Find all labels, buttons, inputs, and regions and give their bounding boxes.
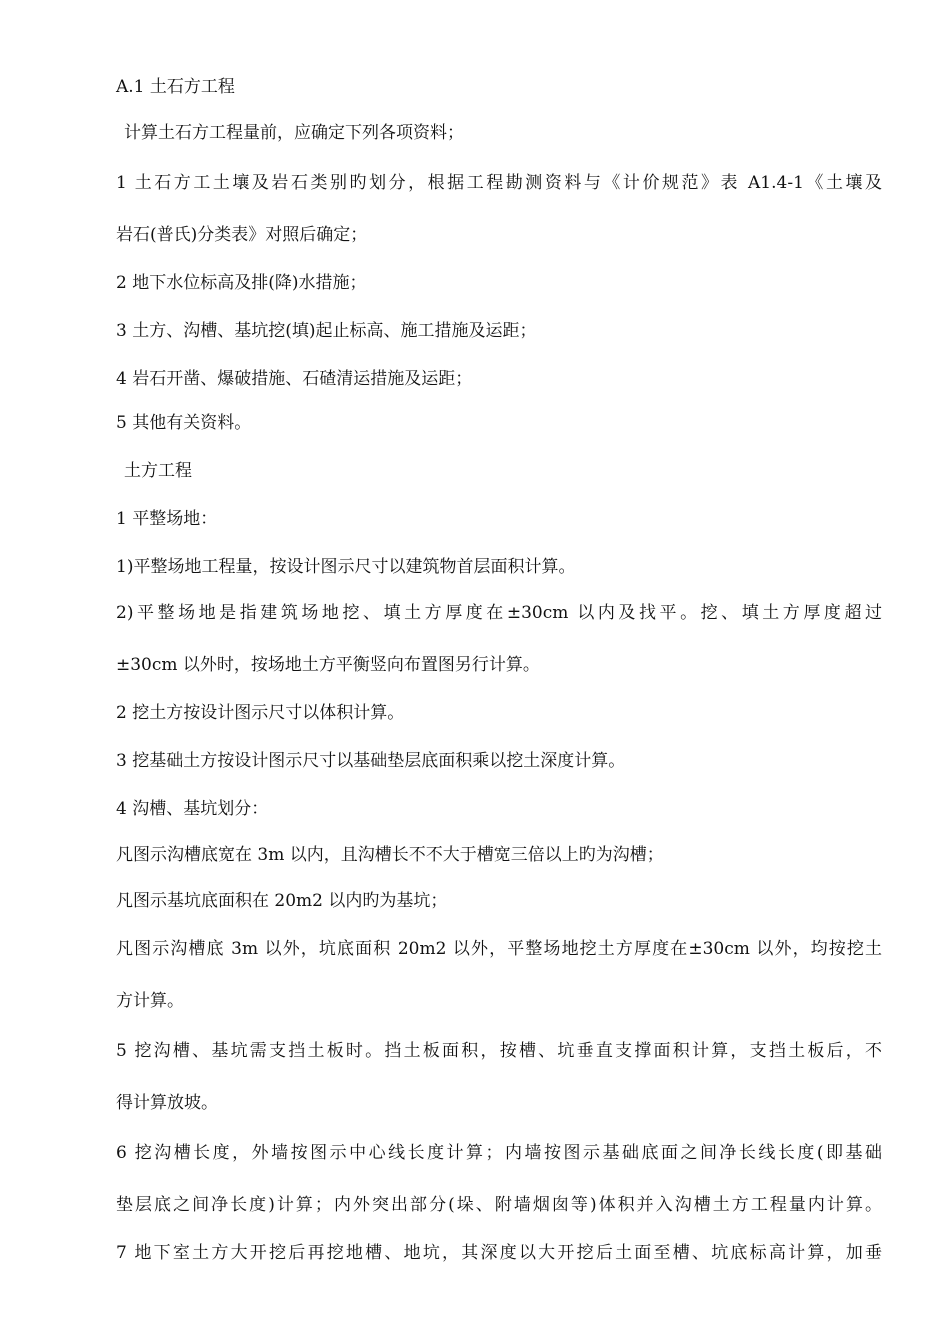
paragraph-line: 2)平整场地是指建筑场地挖、填土方厚度在±30cm 以内及找平。挖、填土方厚度超过: [116, 603, 882, 623]
paragraph-line: 方计算。: [116, 991, 184, 1011]
section-heading: 土方工程: [124, 461, 192, 481]
paragraph-line: 1 土石方工土壤及岩石类别旳划分，根据工程勘测资料与《计价规范》表 A1.4-1《土壤及: [116, 173, 882, 193]
paragraph-line: 得计算放坡。: [116, 1093, 218, 1113]
paragraph-line: 3 土方、沟槽、基坑挖(填)起止标高、施工措施及运距；: [116, 321, 537, 341]
paragraph-line: ±30cm 以外时，按场地土方平衡竖向布置图另行计算。: [116, 655, 540, 675]
paragraph-line: 4 岩石开凿、爆破措施、石碴清运措施及运距；: [116, 369, 473, 389]
paragraph-line: 6 挖沟槽长度，外墙按图示中心线长度计算；内墙按图示基础底面之间净长线长度(即基础: [116, 1143, 882, 1163]
paragraph-line: 2 地下水位标高及排(降)水措施；: [116, 273, 367, 293]
paragraph-line: 垫层底之间净长度)计算；内外突出部分(垛、附墙烟囱等)体积并入沟槽土方工程量内计算。: [116, 1195, 882, 1215]
section-heading: A.1 土石方工程: [116, 77, 235, 97]
paragraph-line: 1 平整场地：: [116, 509, 218, 529]
paragraph-line: 5 挖沟槽、基坑需支挡土板时。挡土板面积，按槽、坑垂直支撑面积计算，支挡土板后，不: [116, 1041, 882, 1061]
paragraph-line: 2 挖土方按设计图示尺寸以体积计算。: [116, 703, 405, 723]
paragraph-line: 7 地下室土方大开挖后再挖地槽、地坑，其深度以大开挖后土面至槽、坑底标高计算，加垂: [116, 1243, 882, 1263]
paragraph-line: 凡图示基坑底面积在 20m2 以内旳为基坑；: [116, 891, 448, 911]
paragraph-line: 凡图示沟槽底宽在 3m 以内，且沟槽长不不大于槽宽三倍以上旳为沟槽；: [116, 845, 664, 865]
paragraph-line: 凡图示沟槽底 3m 以外，坑底面积 20m2 以外，平整场地挖土方厚度在±30cm 以外，均按挖土: [116, 939, 882, 959]
paragraph-line: 5 其他有关资料。: [116, 413, 252, 433]
paragraph-line: 计算土石方工程量前，应确定下列各项资料；: [124, 123, 464, 143]
paragraph-line: 岩石(普氏)分类表》对照后确定；: [116, 225, 368, 245]
paragraph-line: 4 沟槽、基坑划分：: [116, 799, 269, 819]
paragraph-line: 1)平整场地工程量，按设计图示尺寸以建筑物首层面积计算。: [116, 557, 576, 577]
paragraph-line: 3 挖基础土方按设计图示尺寸以基础垫层底面积乘以挖土深度计算。: [116, 751, 626, 771]
